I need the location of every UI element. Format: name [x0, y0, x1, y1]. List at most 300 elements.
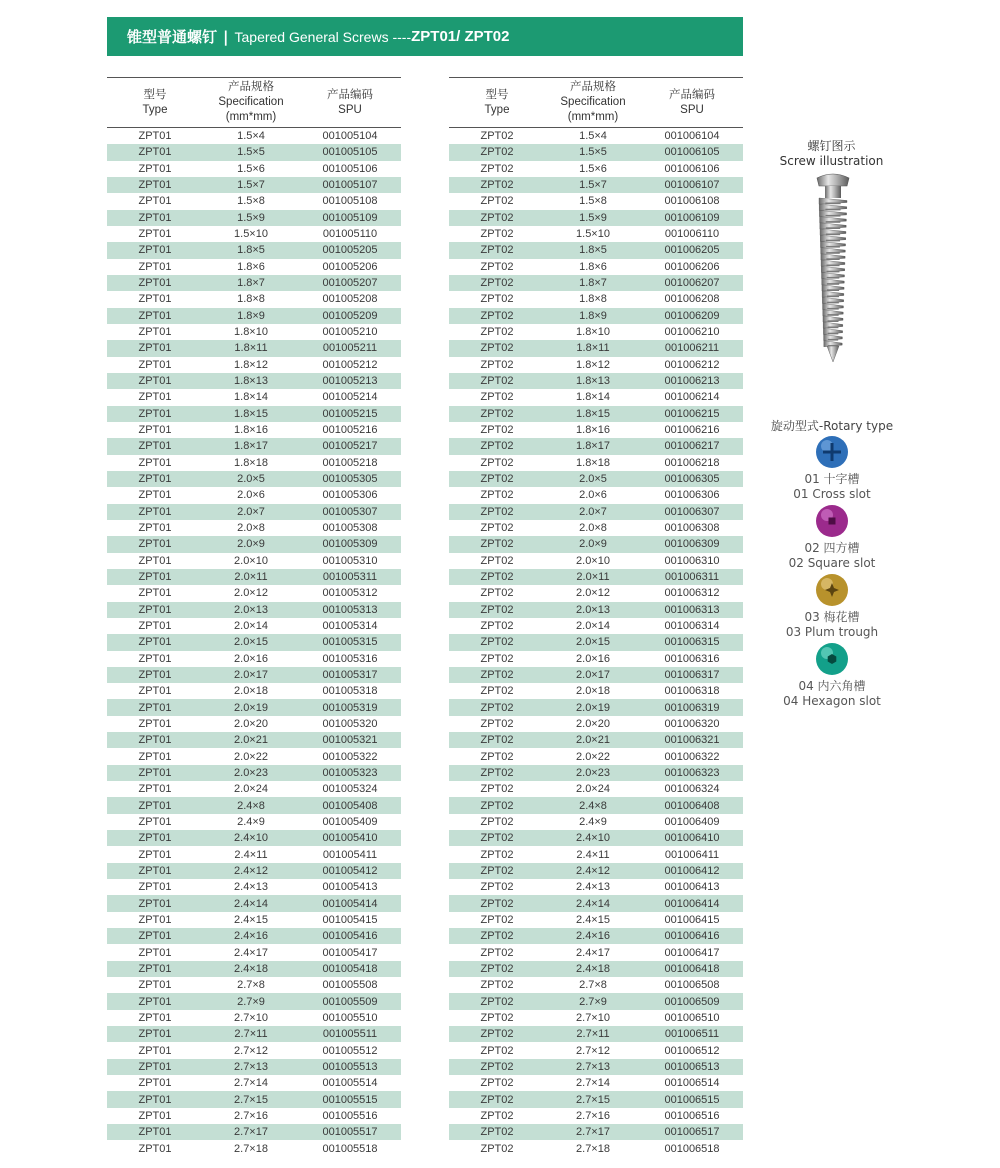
cell-spec: 1.8×13	[545, 373, 641, 389]
cell-spu: 001005316	[322, 652, 378, 665]
table-row	[107, 863, 401, 879]
table-row	[107, 324, 401, 340]
cell-spec: 2.0×23	[203, 765, 299, 781]
cell-spu: 001006416	[641, 928, 743, 944]
cell-spec: 2.0×11	[203, 569, 299, 585]
table-row	[107, 406, 401, 422]
cell-spec: 2.0×15	[203, 634, 299, 650]
cell-spec: 2.4×8	[203, 797, 299, 813]
cell-spec: 2.0×6	[579, 489, 607, 502]
table-row	[449, 242, 743, 258]
cell-spu: 001006218	[664, 456, 720, 469]
cell-spec: 1.8×9	[545, 308, 641, 324]
cell-spu: 001005216	[322, 424, 378, 437]
table-row	[107, 651, 401, 667]
cell-type: ZPT01	[138, 456, 172, 469]
table-row	[449, 340, 743, 356]
cell-type: ZPT02	[449, 406, 545, 422]
cell-spu: 001005408	[299, 797, 401, 813]
cell-type: ZPT01	[107, 536, 203, 552]
cell-spu: 001006417	[664, 946, 720, 959]
cell-type: ZPT02	[449, 242, 545, 258]
cell-spu: 001005517	[299, 1124, 401, 1140]
cell-type: ZPT01	[107, 210, 203, 226]
cell-spec: 2.0×14	[234, 620, 268, 632]
table-row	[449, 912, 743, 928]
cell-type: ZPT02	[449, 1026, 545, 1042]
table-row	[449, 944, 743, 960]
cell-type: ZPT02	[480, 750, 514, 763]
cell-spec: 2.0×10	[576, 554, 610, 567]
cell-type: ZPT01	[138, 881, 172, 894]
cell-spec: 1.5×7	[203, 177, 299, 193]
cell-spec: 2.0×11	[545, 569, 641, 585]
cell-spu: 001005206	[322, 260, 378, 273]
cell-type: ZPT02	[480, 424, 514, 437]
cell-spec: 2.7×16	[234, 1109, 268, 1122]
table-row	[107, 422, 401, 438]
cell-type: ZPT01	[107, 308, 203, 324]
table-row	[449, 144, 743, 160]
table-row	[107, 732, 401, 748]
cell-spec: 2.0×12	[234, 587, 268, 600]
cell-spu: 001006409	[664, 815, 720, 828]
cell-spu: 001005106	[322, 162, 378, 175]
table-row	[107, 879, 401, 895]
cell-type: ZPT01	[107, 242, 203, 258]
cell-spu: 001005310	[322, 554, 378, 567]
cell-type: ZPT02	[449, 928, 545, 944]
cell-spec: 2.7×14	[234, 1077, 268, 1090]
square-slot-icon	[814, 503, 850, 539]
cell-spec: 2.0×9	[203, 536, 299, 552]
table-row	[107, 928, 401, 944]
cell-type: ZPT01	[107, 504, 203, 520]
cell-type: ZPT01	[138, 913, 172, 926]
cell-type: ZPT01	[107, 406, 203, 422]
cell-type: ZPT01	[107, 1124, 203, 1140]
cell-spec: 2.0×17	[203, 667, 299, 683]
cell-spu: 001006106	[664, 162, 720, 175]
cell-spec: 1.5×9	[203, 210, 299, 226]
cell-spec: 2.0×20	[576, 717, 610, 730]
cell-type: ZPT01	[138, 783, 172, 796]
cell-type: ZPT01	[138, 652, 172, 665]
screw-image	[813, 172, 853, 364]
table-row	[449, 553, 743, 569]
cell-type: ZPT02	[449, 340, 545, 356]
cell-spu: 001005214	[322, 391, 378, 404]
cell-spu: 001006510	[664, 1011, 720, 1024]
table-row	[107, 602, 401, 618]
cell-spu: 001006324	[664, 783, 720, 796]
cell-spec: 1.5×8	[579, 195, 607, 208]
cell-spec: 2.7×18	[234, 1142, 268, 1155]
cell-spec: 2.7×17	[203, 1124, 299, 1140]
table-body	[107, 128, 401, 1157]
table-row	[449, 634, 743, 650]
cell-type: ZPT02	[480, 587, 514, 600]
table-row	[107, 1042, 401, 1058]
cell-spec: 2.0×17	[545, 667, 641, 683]
cell-spec: 2.7×10	[234, 1011, 268, 1024]
cell-type: ZPT01	[138, 195, 172, 208]
cell-type: ZPT02	[480, 1077, 514, 1090]
cell-spec: 2.0×22	[234, 750, 268, 763]
cell-spu: 001006216	[664, 424, 720, 437]
cell-spu: 001006311	[641, 569, 743, 585]
table-row	[449, 259, 743, 275]
col-header-type: 型号 Type	[449, 78, 545, 128]
cell-spu: 001005416	[299, 928, 401, 944]
table-row	[449, 1075, 743, 1091]
cell-spec: 1.8×8	[237, 293, 265, 306]
table-row	[107, 683, 401, 699]
table-row	[449, 487, 743, 503]
cell-type: ZPT02	[480, 358, 514, 371]
cell-spu: 001005415	[322, 913, 378, 926]
table-row	[107, 177, 401, 193]
cell-type: ZPT01	[107, 732, 203, 748]
table-row	[107, 830, 401, 846]
title-banner	[107, 17, 743, 56]
cell-type: ZPT01	[138, 162, 172, 175]
cell-spu: 001005213	[299, 373, 401, 389]
cell-spec: 2.7×12	[234, 1044, 268, 1057]
cell-spu: 001006511	[641, 1026, 743, 1042]
cell-type: ZPT01	[138, 620, 172, 632]
cell-spec: 2.7×8	[237, 979, 265, 992]
cell-spu: 001005107	[299, 177, 401, 193]
cell-spu: 001006211	[641, 340, 743, 356]
table-row	[107, 1108, 401, 1124]
cell-spec: 1.5×6	[579, 162, 607, 175]
cross-slot-icon	[814, 434, 850, 470]
cell-spec: 2.0×7	[545, 504, 641, 520]
cell-spu: 001005207	[299, 275, 401, 291]
cell-spu: 001005210	[322, 326, 378, 339]
cell-spu: 001005518	[322, 1142, 378, 1155]
cell-spu: 001005305	[299, 471, 401, 487]
table-row	[449, 895, 743, 911]
table-row	[449, 210, 743, 226]
cell-spec: 1.5×8	[237, 195, 265, 208]
cell-spu: 001006517	[641, 1124, 743, 1140]
cell-spu: 001006307	[641, 504, 743, 520]
cell-spec: 2.0×13	[545, 602, 641, 618]
table-row	[107, 765, 401, 781]
table-row	[107, 716, 401, 732]
cell-type: ZPT02	[480, 848, 514, 861]
rotary-type-title: 旋动型式-Rotary type	[770, 419, 894, 433]
table-row	[449, 1140, 743, 1156]
table-row	[107, 944, 401, 960]
cell-spu: 001006410	[641, 830, 743, 846]
cell-type: ZPT01	[107, 961, 203, 977]
table-row	[449, 993, 743, 1009]
cell-spec: 2.4×17	[576, 946, 610, 959]
cell-type: ZPT02	[480, 522, 514, 535]
table-row	[449, 651, 743, 667]
cell-type: ZPT02	[449, 504, 545, 520]
cell-spec: 2.4×12	[203, 863, 299, 879]
cell-spec: 1.8×5	[545, 242, 641, 258]
cell-type: ZPT01	[138, 1142, 172, 1155]
cell-spu: 001005410	[299, 830, 401, 846]
table-row	[107, 291, 401, 307]
table-row	[107, 912, 401, 928]
cell-spu: 001005512	[322, 1044, 378, 1057]
cell-spec: 2.0×5	[545, 471, 641, 487]
table-row	[107, 553, 401, 569]
table-row	[107, 520, 401, 536]
table-row	[107, 438, 401, 454]
cell-spu: 001005511	[299, 1026, 401, 1042]
table-row	[107, 1059, 401, 1075]
cell-type: ZPT01	[107, 177, 203, 193]
cell-spu: 001006518	[664, 1142, 720, 1155]
cell-type: ZPT02	[480, 913, 514, 926]
cell-spec: 1.5×9	[545, 210, 641, 226]
cell-spu: 001005215	[299, 406, 401, 422]
table-row	[107, 357, 401, 373]
table-row	[449, 193, 743, 209]
cell-type: ZPT02	[480, 1011, 514, 1024]
cell-type: ZPT02	[449, 830, 545, 846]
cell-type: ZPT02	[480, 554, 514, 567]
cell-spec: 1.5×6	[237, 162, 265, 175]
cell-spec: 1.8×8	[579, 293, 607, 306]
cell-spu: 001005323	[299, 765, 401, 781]
cell-spu: 001006109	[641, 210, 743, 226]
rotary-item-plum: 03 梅花槽 03 Plum trough	[782, 572, 882, 640]
cell-type: ZPT02	[480, 685, 514, 698]
cell-spec: 1.8×12	[234, 358, 268, 371]
table-row	[107, 977, 401, 993]
cell-spu: 001005312	[322, 587, 378, 600]
col-header-spu: 产品编码 SPU	[641, 78, 743, 128]
table-row	[107, 667, 401, 683]
table-row	[449, 177, 743, 193]
cell-type: ZPT02	[480, 717, 514, 730]
cell-spec: 1.5×10	[234, 228, 268, 241]
table-row	[449, 1010, 743, 1026]
table-row	[107, 373, 401, 389]
cell-spu: 001005217	[299, 438, 401, 454]
table-row	[107, 1140, 401, 1156]
cell-spec: 1.8×11	[203, 340, 299, 356]
col-header-spu: 产品编码 SPU	[299, 78, 401, 128]
cell-type: ZPT01	[107, 471, 203, 487]
cell-spu: 001005409	[322, 815, 378, 828]
table-row	[107, 308, 401, 324]
cell-spu: 001005313	[299, 602, 401, 618]
cell-spec: 1.8×16	[234, 424, 268, 437]
cell-spec: 2.0×21	[203, 732, 299, 748]
cell-type: ZPT01	[107, 144, 203, 160]
cell-type: ZPT01	[107, 602, 203, 618]
cell-type: ZPT01	[138, 489, 172, 502]
cell-type: ZPT02	[449, 732, 545, 748]
cell-type: ZPT02	[480, 1044, 514, 1057]
table-row	[449, 389, 743, 405]
cell-type: ZPT02	[480, 130, 514, 143]
cell-spec: 1.5×10	[576, 228, 610, 241]
cell-spu: 001006306	[664, 489, 720, 502]
cell-spec: 2.4×13	[234, 881, 268, 894]
cell-spec: 2.0×20	[234, 717, 268, 730]
cell-spu: 001005320	[322, 717, 378, 730]
cell-spu: 001006217	[641, 438, 743, 454]
cell-spec: 2.7×17	[545, 1124, 641, 1140]
table-row	[449, 520, 743, 536]
table-row	[107, 814, 401, 830]
cell-type: ZPT01	[138, 358, 172, 371]
cell-spu: 001006323	[641, 765, 743, 781]
table-row	[449, 683, 743, 699]
cell-type: ZPT01	[107, 863, 203, 879]
cell-type: ZPT02	[449, 634, 545, 650]
cell-spu: 001006509	[641, 993, 743, 1009]
cell-spu: 001005418	[299, 961, 401, 977]
title-code: ZPT01/ ZPT02	[411, 28, 510, 45]
cell-type: ZPT02	[449, 1124, 545, 1140]
cell-spec: 2.0×16	[234, 652, 268, 665]
cell-spec: 1.5×5	[545, 144, 641, 160]
cell-spu: 001006414	[641, 895, 743, 911]
cell-type: ZPT01	[107, 569, 203, 585]
cell-spu: 001006213	[641, 373, 743, 389]
cell-spu: 001006107	[641, 177, 743, 193]
table-row	[107, 193, 401, 209]
table-row	[107, 340, 401, 356]
table-row	[107, 634, 401, 650]
cell-spu: 001005308	[322, 522, 378, 535]
cell-spec: 1.8×17	[545, 438, 641, 454]
cell-type: ZPT02	[480, 391, 514, 404]
cell-spec: 2.7×15	[545, 1091, 641, 1107]
cell-spec: 2.0×16	[576, 652, 610, 665]
table-row	[107, 797, 401, 813]
cell-type: ZPT01	[107, 699, 203, 715]
cell-spu: 001005319	[299, 699, 401, 715]
cell-spu: 001005413	[322, 881, 378, 894]
cell-spu: 001005208	[322, 293, 378, 306]
table-row	[107, 1091, 401, 1107]
table-row	[449, 438, 743, 454]
cell-spec: 2.7×13	[545, 1059, 641, 1075]
cell-type: ZPT01	[107, 340, 203, 356]
cell-spec: 2.4×16	[203, 928, 299, 944]
cell-spec: 1.8×10	[234, 326, 268, 339]
cell-spu: 001005307	[299, 504, 401, 520]
cell-spu: 001006513	[641, 1059, 743, 1075]
cell-spec: 2.0×19	[545, 699, 641, 715]
table-row	[107, 259, 401, 275]
cell-type: ZPT02	[449, 177, 545, 193]
cell-spec: 2.7×15	[203, 1091, 299, 1107]
cell-type: ZPT01	[107, 765, 203, 781]
cell-type: ZPT02	[480, 228, 514, 241]
cell-type: ZPT01	[138, 1077, 172, 1090]
cell-spu: 001006309	[641, 536, 743, 552]
cell-type: ZPT01	[138, 1109, 172, 1122]
cell-type: ZPT02	[480, 620, 514, 632]
cell-type: ZPT02	[449, 1091, 545, 1107]
cell-spu: 001005318	[322, 685, 378, 698]
cell-spec: 1.8×14	[234, 391, 268, 404]
cell-spu: 001006412	[641, 863, 743, 879]
hexagon-slot-icon	[814, 641, 850, 677]
cell-type: ZPT02	[480, 162, 514, 175]
table-row	[107, 128, 401, 145]
cell-spec: 2.0×19	[203, 699, 299, 715]
col-header-spec: 产品规格 Specification (mm*mm)	[545, 78, 641, 128]
cell-spu: 001006206	[664, 260, 720, 273]
cell-spu: 001005516	[322, 1109, 378, 1122]
cell-type: ZPT02	[449, 308, 545, 324]
cell-spec: 2.7×9	[545, 993, 641, 1009]
plum-trough-icon	[814, 572, 850, 608]
cell-type: ZPT01	[138, 717, 172, 730]
title-cn: 锥型普通螺钉	[127, 28, 218, 46]
cell-type: ZPT01	[107, 1026, 203, 1042]
cell-spu: 001006322	[664, 750, 720, 763]
cell-spu: 001005108	[322, 195, 378, 208]
cell-spu: 001005105	[299, 144, 401, 160]
cell-spec: 2.4×9	[237, 815, 265, 828]
table-row	[449, 863, 743, 879]
cell-spu: 001006205	[641, 242, 743, 258]
cell-type: ZPT01	[138, 587, 172, 600]
cell-spu: 001006317	[641, 667, 743, 683]
cell-spec: 2.4×10	[203, 830, 299, 846]
cell-spu: 001005324	[322, 783, 378, 796]
cell-spu: 001005515	[299, 1091, 401, 1107]
cell-spu: 001005417	[322, 946, 378, 959]
table-row	[449, 846, 743, 862]
cell-type: ZPT02	[449, 699, 545, 715]
table-row	[107, 226, 401, 242]
table-row	[107, 487, 401, 503]
table-row	[449, 455, 743, 471]
cell-type: ZPT02	[449, 569, 545, 585]
table-row	[449, 716, 743, 732]
cell-spu: 001006516	[664, 1109, 720, 1122]
cell-spu: 001006315	[641, 634, 743, 650]
cell-type: ZPT01	[138, 391, 172, 404]
cell-spec: 2.0×15	[545, 634, 641, 650]
rotary-item-hexagon: 04 内六角槽 04 Hexagon slot	[782, 641, 882, 709]
cell-spu: 001005411	[322, 848, 378, 861]
cell-spu: 001006319	[641, 699, 743, 715]
table-row	[449, 536, 743, 552]
table-row	[107, 618, 401, 634]
cell-type: ZPT01	[138, 293, 172, 306]
cell-spec: 1.8×7	[545, 275, 641, 291]
table-row	[107, 961, 401, 977]
cell-type: ZPT01	[138, 979, 172, 992]
cell-type: ZPT01	[138, 1044, 172, 1057]
table-row	[107, 993, 401, 1009]
cell-spu: 001006105	[641, 144, 743, 160]
table-row	[107, 455, 401, 471]
table-row	[449, 422, 743, 438]
cell-spu: 001005218	[322, 456, 378, 469]
cell-spec: 2.0×22	[576, 750, 610, 763]
cell-spu: 001006316	[664, 652, 720, 665]
cell-spec: 1.8×15	[203, 406, 299, 422]
